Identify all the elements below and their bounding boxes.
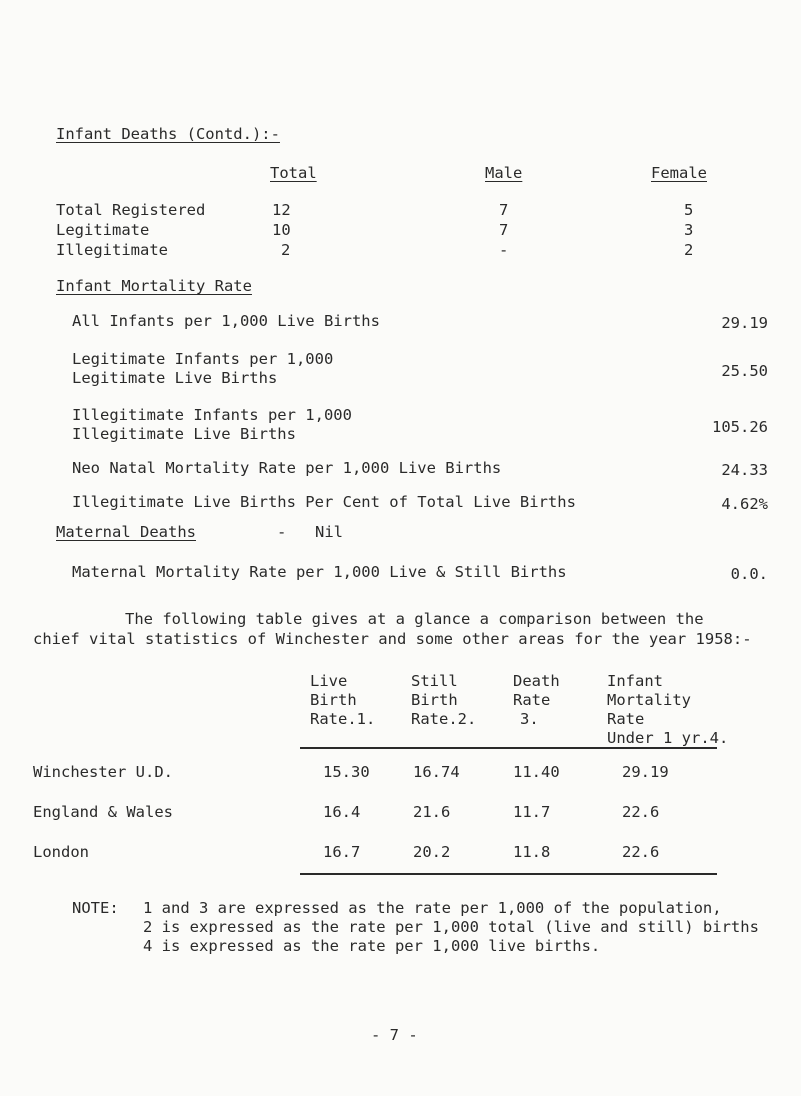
- imr-illegit-label-2: Illegitimate Live Births: [72, 425, 296, 443]
- imr-illegit-label-1: Illegitimate Infants per 1,000: [72, 406, 352, 424]
- note-label: NOTE:: [72, 899, 119, 917]
- illegit-percent-label: Illegitimate Live Births Per Cent of Total Live Births: [72, 493, 576, 511]
- male-value: 7: [499, 201, 509, 219]
- header-line: Rate: [607, 710, 645, 728]
- neo-natal-value: 24.33: [721, 461, 768, 479]
- maternal-dash: -: [277, 523, 287, 541]
- infant-mortality: 22.6: [622, 843, 660, 861]
- header-line: Rate.1.: [310, 710, 376, 728]
- illegit-percent-value: 4.62%: [721, 495, 768, 513]
- header-line: 3.: [520, 710, 539, 728]
- intro-line-2: chief vital statistics of Winchester and some other areas for the year 1958:-: [33, 630, 752, 648]
- header-line: Still: [411, 672, 458, 690]
- male-value: 7: [499, 221, 509, 239]
- header-line: Live: [310, 672, 348, 690]
- live-birth-rate: 15.30: [323, 763, 370, 781]
- death-rate: 11.40: [513, 763, 560, 781]
- maternal-value: Nil: [315, 523, 343, 541]
- imr-legit-label-2: Legitimate Live Births: [72, 369, 278, 387]
- female-value: 2: [684, 241, 694, 259]
- col-header-female: Female: [651, 164, 707, 182]
- header-line: Death: [513, 672, 560, 690]
- header-line: Rate.2.: [411, 710, 477, 728]
- total-value: 2: [281, 241, 291, 259]
- header-line: Mortality: [607, 691, 691, 709]
- imr-legit-value: 25.50: [721, 362, 768, 380]
- header-line: Under 1 yr.4.: [607, 729, 729, 747]
- maternal-rate-value: 0.0.: [730, 565, 768, 583]
- row-label: Illegitimate: [56, 241, 168, 259]
- intro-line-1: The following table gives at a glance a comparison between the: [125, 610, 704, 628]
- table-top-rule: [300, 747, 717, 749]
- area-label: London: [33, 843, 89, 861]
- row-label: Total Registered: [56, 201, 206, 219]
- imr-all-value: 29.19: [721, 314, 768, 332]
- live-birth-rate: 16.7: [323, 843, 361, 861]
- infant-mortality: 22.6: [622, 803, 660, 821]
- note-line-3: 4 is expressed as the rate per 1,000 live births.: [143, 937, 601, 955]
- table-bottom-rule: [300, 873, 717, 875]
- area-label: England & Wales: [33, 803, 173, 821]
- imr-all-label: All Infants per 1,000 Live Births: [72, 312, 380, 330]
- header-line: Birth: [411, 691, 458, 709]
- male-value: -: [499, 241, 509, 259]
- neo-natal-label: Neo Natal Mortality Rate per 1,000 Live Births: [72, 459, 502, 477]
- death-rate: 11.7: [513, 803, 551, 821]
- still-birth-rate: 16.74: [413, 763, 460, 781]
- female-value: 3: [684, 221, 694, 239]
- page-number: - 7 -: [371, 1026, 418, 1044]
- live-birth-rate: 16.4: [323, 803, 361, 821]
- imr-heading: Infant Mortality Rate: [56, 277, 252, 295]
- death-rate: 11.8: [513, 843, 551, 861]
- imr-legit-label-1: Legitimate Infants per 1,000: [72, 350, 334, 368]
- col-header-total: Total: [270, 164, 317, 182]
- imr-illegit-value: 105.26: [712, 418, 768, 436]
- maternal-heading: Maternal Deaths: [56, 523, 196, 541]
- total-value: 10: [272, 221, 291, 239]
- total-value: 12: [272, 201, 291, 219]
- header-line: Birth: [310, 691, 357, 709]
- still-birth-rate: 21.6: [413, 803, 451, 821]
- female-value: 5: [684, 201, 694, 219]
- header-line: Infant: [607, 672, 663, 690]
- page-heading: Infant Deaths (Contd.):-: [56, 125, 280, 143]
- still-birth-rate: 20.2: [413, 843, 451, 861]
- header-line: Rate: [513, 691, 551, 709]
- infant-mortality: 29.19: [622, 763, 669, 781]
- note-line-1: 1 and 3 are expressed as the rate per 1,000 of the population,: [143, 899, 722, 917]
- maternal-rate-label: Maternal Mortality Rate per 1,000 Live & Still Births: [72, 563, 567, 581]
- col-header-male: Male: [485, 164, 523, 182]
- note-line-2: 2 is expressed as the rate per 1,000 total (live and still) births: [143, 918, 759, 936]
- area-label: Winchester U.D.: [33, 763, 173, 781]
- row-label: Legitimate: [56, 221, 150, 239]
